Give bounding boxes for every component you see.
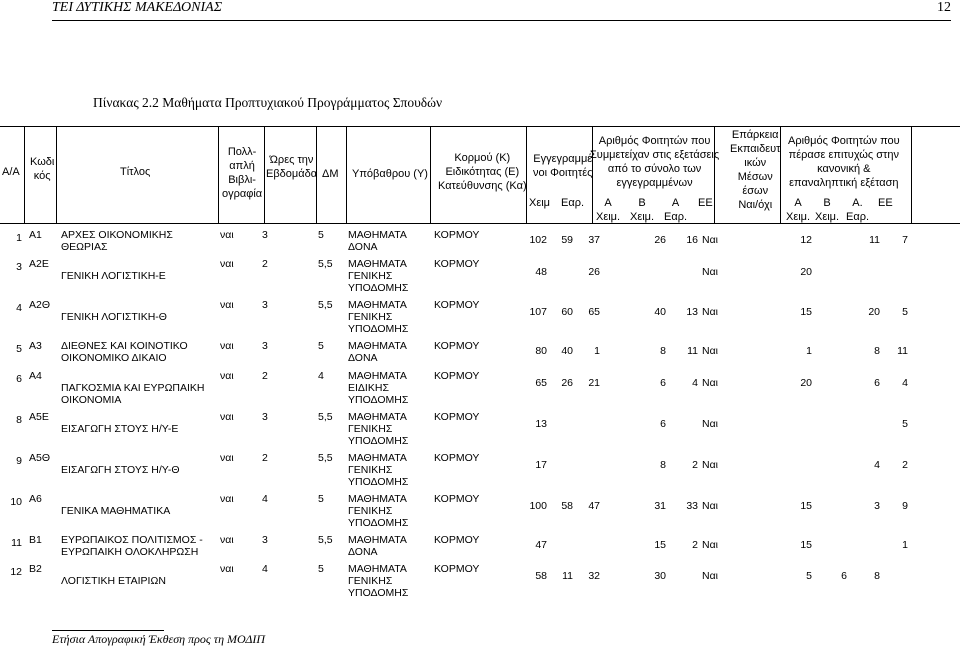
row-epit-ax: 15 [800, 539, 812, 551]
row-eggegr-xeim: 47 [535, 539, 547, 551]
row-symm-ae: 26 [654, 234, 666, 246]
row-pollapli: ναι [220, 563, 234, 575]
row-aa: 6 [16, 373, 22, 385]
row-kodikos: Β2 [29, 563, 42, 575]
row-symm-ee: 11 [687, 345, 698, 357]
header-epityxia-sub: Α Χειμ. [786, 197, 811, 223]
row-titlos: ΔΙΕΘΝΕΣ ΚΑΙ ΚΟΙΝΟΤΙΚΟ ΟΙΚΟΝΟΜΙΚΟ ΔΙΚΑΙΟ [61, 340, 188, 364]
row-pollapli: ναι [220, 229, 234, 241]
row-titlos: ΠΑΓΚΟΣΜΙΑ ΚΑΙ ΕΥΡΩΠΑΙΚΗ ΟΙΚΟΝΟΜΙΑ [61, 382, 205, 406]
row-ypovathrou: ΜΑΘΗΜΑΤΑ ΔΟΝΑ [348, 229, 407, 253]
row-epit-ax: 12 [800, 234, 812, 246]
row-kodikos: Α5Ε [29, 411, 49, 423]
row-symm-ee: 2 [692, 539, 698, 551]
row-eggegr-xeim: 13 [535, 418, 547, 430]
row-symm-ae: 40 [654, 306, 666, 318]
row-eparkeia: Ναι [702, 266, 718, 278]
row-epit-ax: 20 [800, 377, 812, 389]
header-titlos: Τίτλος [120, 166, 151, 178]
header-epityxia-sub: ΕΕ [878, 197, 893, 209]
row-kodikos: Α2Θ [29, 299, 51, 311]
row-ypovathrou: ΜΑΘΗΜΑΤΑ ΓΕΝΙΚΗΣ ΥΠΟΔΟΜΗΣ [348, 258, 409, 294]
row-eparkeia: Ναι [702, 500, 718, 512]
row-eggegr-ear: 40 [561, 345, 573, 357]
row-epit-ee: 9 [902, 500, 908, 512]
row-kormou: ΚΟΡΜΟΥ [434, 229, 480, 241]
page-number: 12 [937, 0, 951, 15]
row-pollapli: ναι [220, 452, 234, 464]
row-aa: 4 [16, 302, 22, 314]
row-aa: 3 [16, 261, 22, 273]
row-kormou: ΚΟΡΜΟΥ [434, 534, 480, 546]
row-epit-ax: 15 [800, 500, 812, 512]
row-symm-ax: 47 [588, 500, 600, 512]
header-symmetoxi-sub: Α Χειμ. [596, 197, 621, 223]
row-kormou: ΚΟΡΜΟΥ [434, 563, 480, 575]
row-eggegr-ear: 59 [561, 234, 573, 246]
row-ypovathrou: ΜΑΘΗΜΑΤΑ ΓΕΝΙΚΗΣ ΥΠΟΔΟΜΗΣ [348, 411, 409, 447]
row-titlos: ΕΥΡΩΠΑΙΚΟΣ ΠΟΛΙΤΙΣΜΟΣ - ΕΥΡΩΠΑΙΚΗ ΟΛΟΚΛΗΡΩΣΗ [61, 534, 203, 558]
row-kormou: ΚΟΡΜΟΥ [434, 299, 480, 311]
row-ores: 4 [262, 493, 268, 505]
row-ores: 3 [262, 411, 268, 423]
row-symm-ae: 6 [660, 418, 666, 430]
row-dm: 5,5 [318, 299, 333, 311]
column-divider [218, 126, 219, 223]
column-divider [24, 126, 25, 223]
row-symm-ax: 65 [588, 306, 600, 318]
row-eparkeia: Ναι [702, 234, 718, 246]
row-kormou: ΚΟΡΜΟΥ [434, 370, 480, 382]
row-kodikos: Β1 [29, 534, 42, 546]
column-divider [264, 126, 265, 223]
row-dm: 5 [318, 493, 324, 505]
row-kormou: ΚΟΡΜΟΥ [434, 411, 480, 423]
header-epityxia: Αριθμός Φοιτητών που πέρασε επιτυχώς στην κανονική & επαναληπτική εξέταση [788, 135, 900, 189]
header-eggegr-ear: Εαρ. [561, 197, 585, 209]
row-eparkeia: Ναι [702, 459, 718, 471]
row-epit-ee: 11 [897, 345, 908, 357]
row-epit-ae: 20 [868, 306, 880, 318]
row-eggegr-xeim: 102 [529, 234, 547, 246]
row-ores: 3 [262, 340, 268, 352]
column-divider [346, 126, 347, 223]
row-epit-ae: 8 [874, 345, 880, 357]
row-titlos: ΛΟΓΙΣΤΙΚΗ ΕΤΑΙΡΙΩΝ [61, 575, 166, 587]
row-symm-ee: 13 [686, 306, 698, 318]
header-kodikos: Κωδι κός [30, 156, 55, 182]
row-symm-ax: 1 [594, 345, 600, 357]
row-eggegr-ear: 60 [561, 306, 573, 318]
row-ypovathrou: ΜΑΘΗΜΑΤΑ ΓΕΝΙΚΗΣ ΥΠΟΔΟΜΗΣ [348, 452, 409, 488]
row-kormou: ΚΟΡΜΟΥ [434, 258, 480, 270]
row-epit-ee: 5 [902, 306, 908, 318]
row-pollapli: ναι [220, 493, 234, 505]
row-kodikos: Α2Ε [29, 258, 49, 270]
row-eggegr-ear: 58 [561, 500, 573, 512]
row-dm: 5,5 [318, 452, 333, 464]
header-ores: Ώρες την Εβδομάδα [266, 154, 318, 180]
row-pollapli: ναι [220, 534, 234, 546]
row-ores: 4 [262, 563, 268, 575]
row-aa: 1 [16, 232, 22, 244]
row-epit-bx: 6 [841, 570, 847, 582]
row-pollapli: ναι [220, 299, 234, 311]
row-titlos: ΓΕΝΙΚΑ ΜΑΘΗΜΑΤΙΚΑ [61, 505, 171, 517]
row-epit-ee: 5 [902, 418, 908, 430]
row-ores: 2 [262, 370, 268, 382]
footer-text: Ετήσια Απογραφική Έκθεση προς τη ΜΟΔΙΠ [52, 632, 266, 646]
row-eggegr-ear: 26 [561, 377, 573, 389]
row-eparkeia: Ναι [702, 306, 718, 318]
row-ores: 3 [262, 229, 268, 241]
row-titlos: ΕΙΣΑΓΩΓΗ ΣΤΟΥΣ Η/Υ-Ε [61, 423, 179, 435]
row-symm-ee: 2 [692, 459, 698, 471]
row-eggegr-ear: 11 [562, 570, 573, 582]
row-kormou: ΚΟΡΜΟΥ [434, 340, 480, 352]
row-epit-ae: 11 [869, 234, 880, 246]
row-kodikos: Α3 [29, 340, 42, 352]
row-aa: 11 [11, 537, 22, 549]
row-pollapli: ναι [220, 258, 234, 270]
row-ypovathrou: ΜΑΘΗΜΑΤΑ ΓΕΝΙΚΗΣ ΥΠΟΔΟΜΗΣ [348, 299, 409, 335]
row-ypovathrou: ΜΑΘΗΜΑΤΑ ΕΙΔΙΚΗΣ ΥΠΟΔΟΜΗΣ [348, 370, 409, 406]
row-eggegr-xeim: 65 [535, 377, 547, 389]
row-symm-ae: 31 [654, 500, 666, 512]
row-symm-ee: 16 [686, 234, 698, 246]
row-dm: 5,5 [318, 411, 333, 423]
header-title: ΤΕΙ ΔΥΤΙΚΗΣ ΜΑΚΕΔΟΝΙΑΣ [52, 0, 223, 15]
row-dm: 5 [318, 229, 324, 241]
row-kodikos: Α5Θ [29, 452, 51, 464]
header-ypovathrou: Υπόβαθρου (Υ) [352, 168, 428, 180]
footer-divider [52, 630, 164, 631]
row-symm-ae: 8 [660, 459, 666, 471]
row-epit-ee: 7 [902, 234, 908, 246]
header-aa: Α/Α [2, 166, 20, 178]
row-epit-ee: 1 [902, 539, 908, 551]
row-aa: 8 [16, 414, 22, 426]
header-eggegrammenoi: Εγγεγραμμέ νοι Φοιτητές [533, 153, 593, 179]
row-dm: 4 [318, 370, 324, 382]
row-aa: 12 [10, 566, 22, 578]
row-epit-ee: 4 [902, 377, 908, 389]
row-epit-ax: 20 [800, 266, 812, 278]
row-titlos: ΕΙΣΑΓΩΓΗ ΣΤΟΥΣ Η/Υ-Θ [61, 464, 180, 476]
row-epit-ae: 8 [874, 570, 880, 582]
row-eparkeia: Ναι [702, 377, 718, 389]
row-titlos: ΑΡΧΕΣ ΟΙΚΟΝΟΜΙΚΗΣ ΘΕΩΡΙΑΣ [61, 229, 173, 253]
row-symm-ae: 6 [660, 377, 666, 389]
column-divider [56, 126, 57, 223]
row-symm-ax: 37 [588, 234, 600, 246]
row-kodikos: Α6 [29, 493, 42, 505]
row-titlos: ΓΕΝΙΚΗ ΛΟΓΙΣΤΙΚΗ-Θ [61, 311, 167, 323]
row-ores: 2 [262, 452, 268, 464]
row-ores: 2 [262, 258, 268, 270]
row-eparkeia: Ναι [702, 418, 718, 430]
table-top-border [0, 126, 960, 127]
row-dm: 5 [318, 340, 324, 352]
row-symm-ax: 32 [588, 570, 600, 582]
row-eggegr-xeim: 100 [529, 500, 547, 512]
column-divider [430, 126, 431, 223]
table-caption: Πίνακας 2.2 Μαθήματα Προπτυχιακού Προγράμματος Σπουδών [93, 95, 443, 110]
row-kormou: ΚΟΡΜΟΥ [434, 452, 480, 464]
header-divider [52, 20, 951, 21]
row-kormou: ΚΟΡΜΟΥ [434, 493, 480, 505]
row-epit-ae: 6 [874, 377, 880, 389]
row-eggegr-xeim: 107 [529, 306, 547, 318]
row-symm-ax: 21 [588, 377, 600, 389]
header-symmetoxi: Αριθμός Φοιτητών που Συμμετείχαν στις εξετάσεις από το σύνολο των εγγεγραμμένων [590, 135, 720, 189]
row-pollapli: ναι [220, 411, 234, 423]
row-eggegr-xeim: 58 [535, 570, 547, 582]
row-aa: 9 [16, 455, 22, 467]
row-symm-ax: 26 [588, 266, 600, 278]
header-pollapli: Πολλ- απλή Βιβλι- ογραφία [222, 146, 263, 200]
row-eggegr-xeim: 48 [535, 266, 547, 278]
row-epit-ee: 2 [902, 459, 908, 471]
row-symm-ae: 30 [654, 570, 666, 582]
row-pollapli: ναι [220, 340, 234, 352]
row-pollapli: ναι [220, 370, 234, 382]
row-eparkeia: Ναι [702, 345, 718, 357]
row-symm-ae: 8 [660, 345, 666, 357]
row-ypovathrou: ΜΑΘΗΜΑΤΑ ΓΕΝΙΚΗΣ ΥΠΟΔΟΜΗΣ [348, 493, 409, 529]
row-ypovathrou: ΜΑΘΗΜΑΤΑ ΔΟΝΑ [348, 534, 407, 558]
row-dm: 5,5 [318, 258, 333, 270]
row-ores: 3 [262, 299, 268, 311]
header-kormou: Κορμού (Κ) Ειδικότητας (Ε) Κατεύθυνσης (Κα) [438, 152, 527, 192]
row-symm-ae: 15 [654, 539, 666, 551]
row-dm: 5 [318, 563, 324, 575]
row-dm: 5,5 [318, 534, 333, 546]
header-eggegr-xeim: Χειμ [529, 197, 551, 209]
row-eparkeia: Ναι [702, 570, 718, 582]
header-dm: ΔΜ [322, 168, 339, 180]
row-epit-ae: 3 [874, 500, 880, 512]
row-symm-ee: 33 [686, 500, 698, 512]
header-epityxia-sub: Α. Εαρ. [846, 197, 870, 223]
row-ypovathrou: ΜΑΘΗΜΑΤΑ ΔΟΝΑ [348, 340, 407, 364]
row-epit-ax: 1 [806, 345, 812, 357]
row-titlos: ΓΕΝΙΚΗ ΛΟΓΙΣΤΙΚΗ-Ε [61, 270, 166, 282]
header-epityxia-sub: Β Χειμ. [815, 197, 840, 223]
row-epit-ax: 15 [800, 306, 812, 318]
header-symmetoxi-sub: Β Χειμ. [630, 197, 655, 223]
row-kodikos: Α4 [29, 370, 42, 382]
header-eparkeia: Επάρκεια Εκπαιδευτ ικών Μέσων έσων Ναι/όχι [730, 129, 781, 211]
row-kodikos: Α1 [29, 229, 42, 241]
row-epit-ae: 4 [874, 459, 880, 471]
row-aa: 5 [16, 343, 22, 355]
row-ypovathrou: ΜΑΘΗΜΑΤΑ ΓΕΝΙΚΗΣ ΥΠΟΔΟΜΗΣ [348, 563, 409, 599]
row-eggegr-xeim: 80 [535, 345, 547, 357]
header-symmetoxi-sub: Α Εαρ. [664, 197, 688, 223]
row-epit-ax: 5 [806, 570, 812, 582]
column-divider [911, 126, 912, 223]
row-eparkeia: Ναι [702, 539, 718, 551]
row-symm-ee: 4 [692, 377, 698, 389]
row-eggegr-xeim: 17 [535, 459, 547, 471]
row-ores: 3 [262, 534, 268, 546]
header-symmetoxi-sub: ΕΕ [698, 197, 713, 209]
row-aa: 10 [10, 496, 22, 508]
